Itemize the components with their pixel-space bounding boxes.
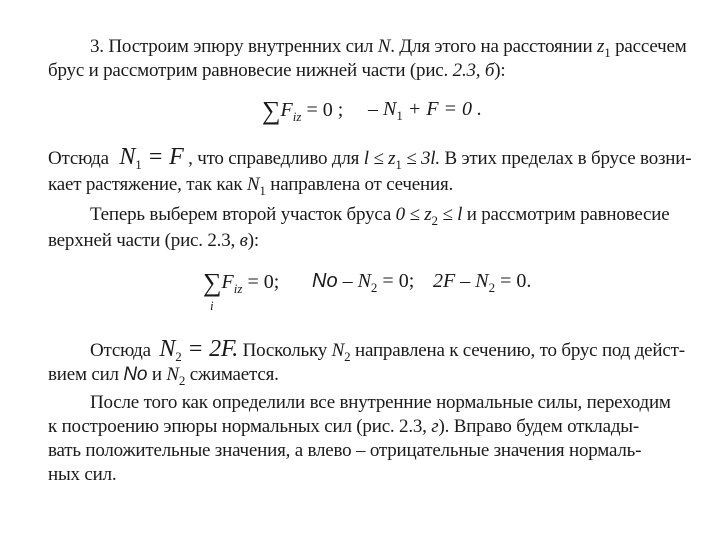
text-span: кает растяжение, так как [48, 174, 247, 195]
equation-sum-forces-2 [203, 268, 279, 298]
subscript: 1 [395, 157, 402, 172]
math-symbol: No [123, 364, 148, 385]
equation-part: + F = 0 . [402, 98, 483, 120]
equation-sum-forces [262, 96, 343, 126]
equation-n1 [368, 98, 482, 124]
text-line [90, 204, 669, 232]
subscript: 2 [344, 349, 351, 364]
text-span: После того как определили все внутренние нормальные силы, переходим [90, 392, 671, 413]
equation-part: = 0 ; [301, 99, 344, 121]
math-condition: l ≤ z [363, 148, 396, 169]
text-line [48, 440, 641, 462]
math-symbol: N [246, 174, 260, 195]
math-symbol: F [280, 99, 293, 121]
subscript: 1 [396, 108, 403, 123]
equation-part: – [368, 98, 383, 120]
math-symbol: N [166, 364, 179, 385]
text-span: Отсюда [90, 340, 151, 361]
equation-part: = F [141, 144, 184, 170]
text-span: Поскольку [238, 340, 332, 361]
equation-part: = 2F. [181, 336, 239, 362]
equation-part: – N [337, 270, 371, 292]
text-span: направлена от сечения. [265, 174, 454, 195]
subscript: 2 [370, 280, 378, 295]
text-line [48, 464, 116, 486]
math-symbol: z [597, 36, 605, 57]
text-span: ). Вправо будем отклады- [438, 416, 639, 437]
text-span: Теперь выберем второй участок бруса [90, 204, 396, 225]
text-span: рассечем [610, 36, 687, 57]
subscript: 2 [175, 349, 182, 364]
equation-part: = 0; [377, 270, 415, 292]
math-symbol: N [377, 36, 391, 57]
text-line [90, 392, 671, 414]
text-span: верхней части (рис. 2.3, [48, 230, 240, 251]
equation-part: 2F – N [433, 270, 489, 292]
subscript: i [210, 298, 214, 313]
text-line [48, 230, 259, 252]
equation-part: = 0. [495, 270, 532, 292]
text-line [48, 60, 505, 82]
text-line [48, 364, 279, 392]
sum-index [210, 298, 214, 314]
text-span: ных сил. [48, 464, 117, 485]
text-span: вием сил [48, 364, 124, 385]
text-span: сжимается. [185, 364, 279, 385]
text-span: 3. Построим эпюру внутренних сил [90, 36, 378, 57]
equation-no-n2 [312, 270, 414, 296]
text-span: и [147, 364, 167, 385]
text-line [48, 146, 691, 176]
figure-ref: в [239, 230, 248, 251]
text-span: брус и рассмотрим равновесие нижней части (рис. [48, 60, 453, 81]
subscript: 1 [604, 45, 611, 60]
text-line [48, 416, 639, 438]
equation-part: = 0; [242, 271, 280, 293]
subscript: 1 [259, 183, 266, 198]
text-span: Отсюда [48, 148, 109, 169]
equation-2f-n2 [433, 270, 531, 296]
text-span: ): [247, 230, 259, 251]
math-condition: 0 ≤ z [395, 204, 432, 225]
subscript: 2 [178, 373, 186, 388]
text-span: к построению эпюры нормальных сил (рис. 2.3, [48, 416, 432, 437]
math-symbol: N [119, 144, 136, 170]
subscript: iz [292, 109, 302, 124]
math-condition: ≤ l [437, 204, 463, 225]
subscript: 2 [488, 280, 496, 295]
math-symbol: N [159, 336, 176, 362]
math-symbol: N [331, 340, 345, 361]
text-span: , что справедливо для [183, 148, 364, 169]
math-symbol: N [383, 98, 397, 120]
math-condition: ≤ 3l. [401, 148, 440, 169]
sum-symbol: ∑ [203, 268, 222, 297]
figure-ref: г [431, 416, 439, 437]
text-span: . Для этого на расстоянии [390, 36, 598, 57]
subscript: 2 [431, 213, 438, 228]
subscript: 1 [135, 157, 142, 172]
math-symbol: No [312, 270, 338, 292]
text-line [48, 174, 453, 202]
sum-symbol: ∑ [262, 96, 281, 125]
text-span: направлена к сечению, то брус под дейст- [350, 340, 685, 361]
text-span: и рассмотрим равновесие [462, 204, 670, 225]
figure-ref: 2.3, б [452, 60, 495, 81]
math-symbol: F [221, 271, 234, 293]
text-span: В этих пределах в брусе возни- [439, 148, 692, 169]
subscript: iz [233, 281, 243, 296]
text-span: вать положительные значения, а влево – отрицательные значения нормаль- [48, 440, 642, 461]
text-span: ): [494, 60, 506, 81]
